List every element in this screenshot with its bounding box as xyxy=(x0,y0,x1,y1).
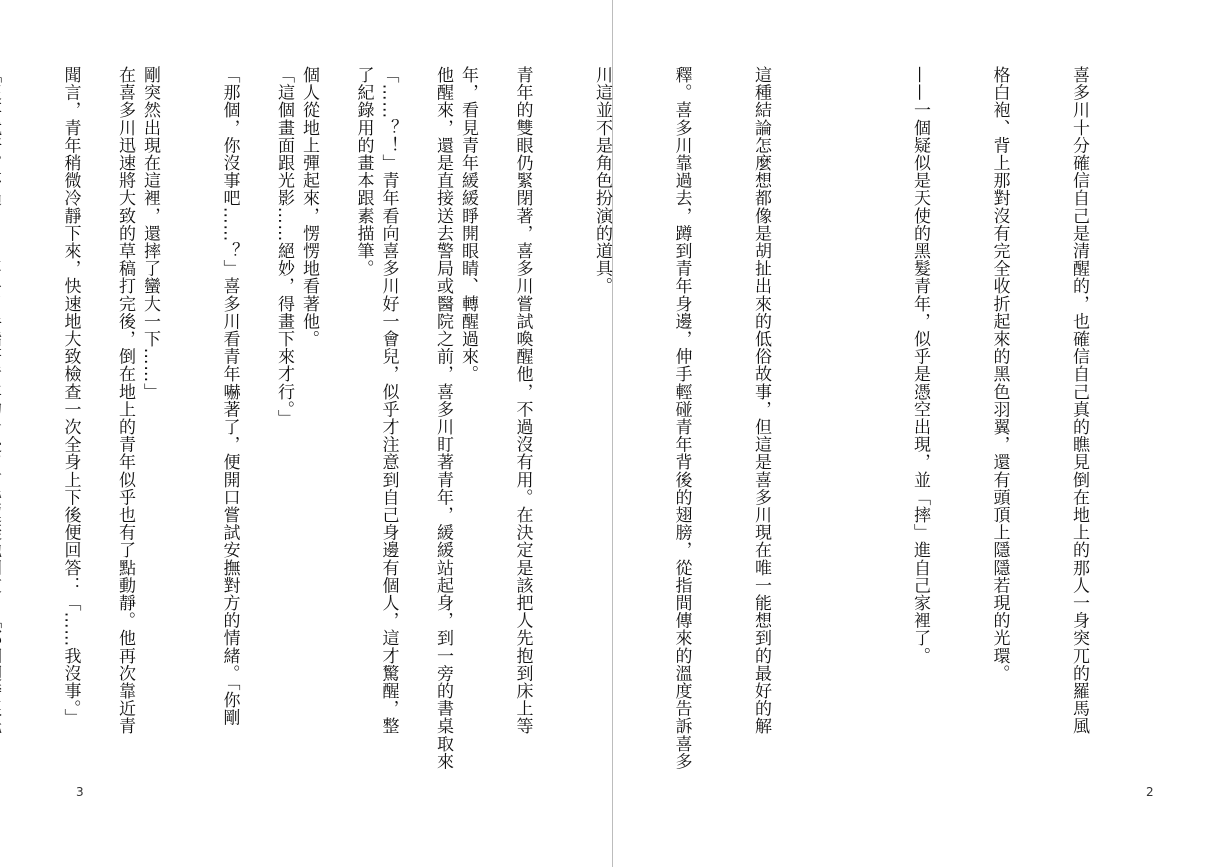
text-line: 了紀錄用的畫本跟素描筆。 xyxy=(353,66,374,278)
text-line: 在喜多川迅速將大致的草稿打完後，倒在地上的青年似乎也有了點動靜。他再次靠近青 xyxy=(115,66,135,735)
text-line: 「這個畫面跟光影……絕妙，得畫下來才行。」 xyxy=(274,66,294,428)
text-line: 青年的雙眼仍緊閉著，喜多川嘗試喚醒他，不過沒有用。在決定是該把人先抱到床上等 xyxy=(512,66,533,735)
page-number-left: 3 xyxy=(76,785,84,799)
text-line: 釋。喜多川靠過去，蹲到青年身邊，伸手輕碰青年背後的翅膀，從指間傳來的溫度告訴喜多 xyxy=(671,66,692,770)
text-line: 他醒來，還是直接送去警局或醫院之前，喜多川盯著青年，緩緩站起身，到一旁的書桌取來 xyxy=(433,66,453,770)
text-line: 「那個，你沒事吧……？」喜多川看青年嚇著了，便開口嘗試安撫對方的情緒。「你剛 xyxy=(219,66,240,727)
text-line: 年，看見青年緩緩睜開眼睛、轉醒過來。 xyxy=(458,66,478,383)
text-line: 聞言，青年稍微冷靜下來，快速地大致檢查一次全身上下後便回答：「……我沒事。」 xyxy=(60,66,81,727)
text-line: 喜多川十分確信自己是清醒的，也確信自己真的瞧見倒在地上的那人一身突兀的羅馬風 xyxy=(1069,66,1089,735)
text-line: 格白袍、背上那對沒有完全收折起來的黑色羽翼，還有頭頂上隱隱若現的光環。 xyxy=(989,66,1010,682)
page-number-right: 2 xyxy=(1146,785,1154,799)
blank-line xyxy=(827,66,854,791)
text-line xyxy=(0,66,4,791)
text-line: 這種結論怎麼想都像是胡扯出來的低俗故事，但這是喜多川現在唯一能想到的最好的解 xyxy=(751,66,771,735)
text-line: 個人從地上彈起來，愣愣地看著他。 xyxy=(299,66,319,348)
text-line: ——一個疑似是天使的黑髮青年，似乎是憑空出現，並「摔」進自己家裡了。 xyxy=(910,66,930,665)
blank-line xyxy=(191,66,218,791)
text-line: 「……？！」青年看向喜多川好一會兒，似乎才注意到自己身邊有個人，這才驚醒，整 xyxy=(378,66,399,735)
text-line: 川這並不是角色扮演的道具。 xyxy=(592,66,612,295)
text-line: 剛突然出現在這裡，還摔了蠻大一下……」 xyxy=(140,66,160,401)
